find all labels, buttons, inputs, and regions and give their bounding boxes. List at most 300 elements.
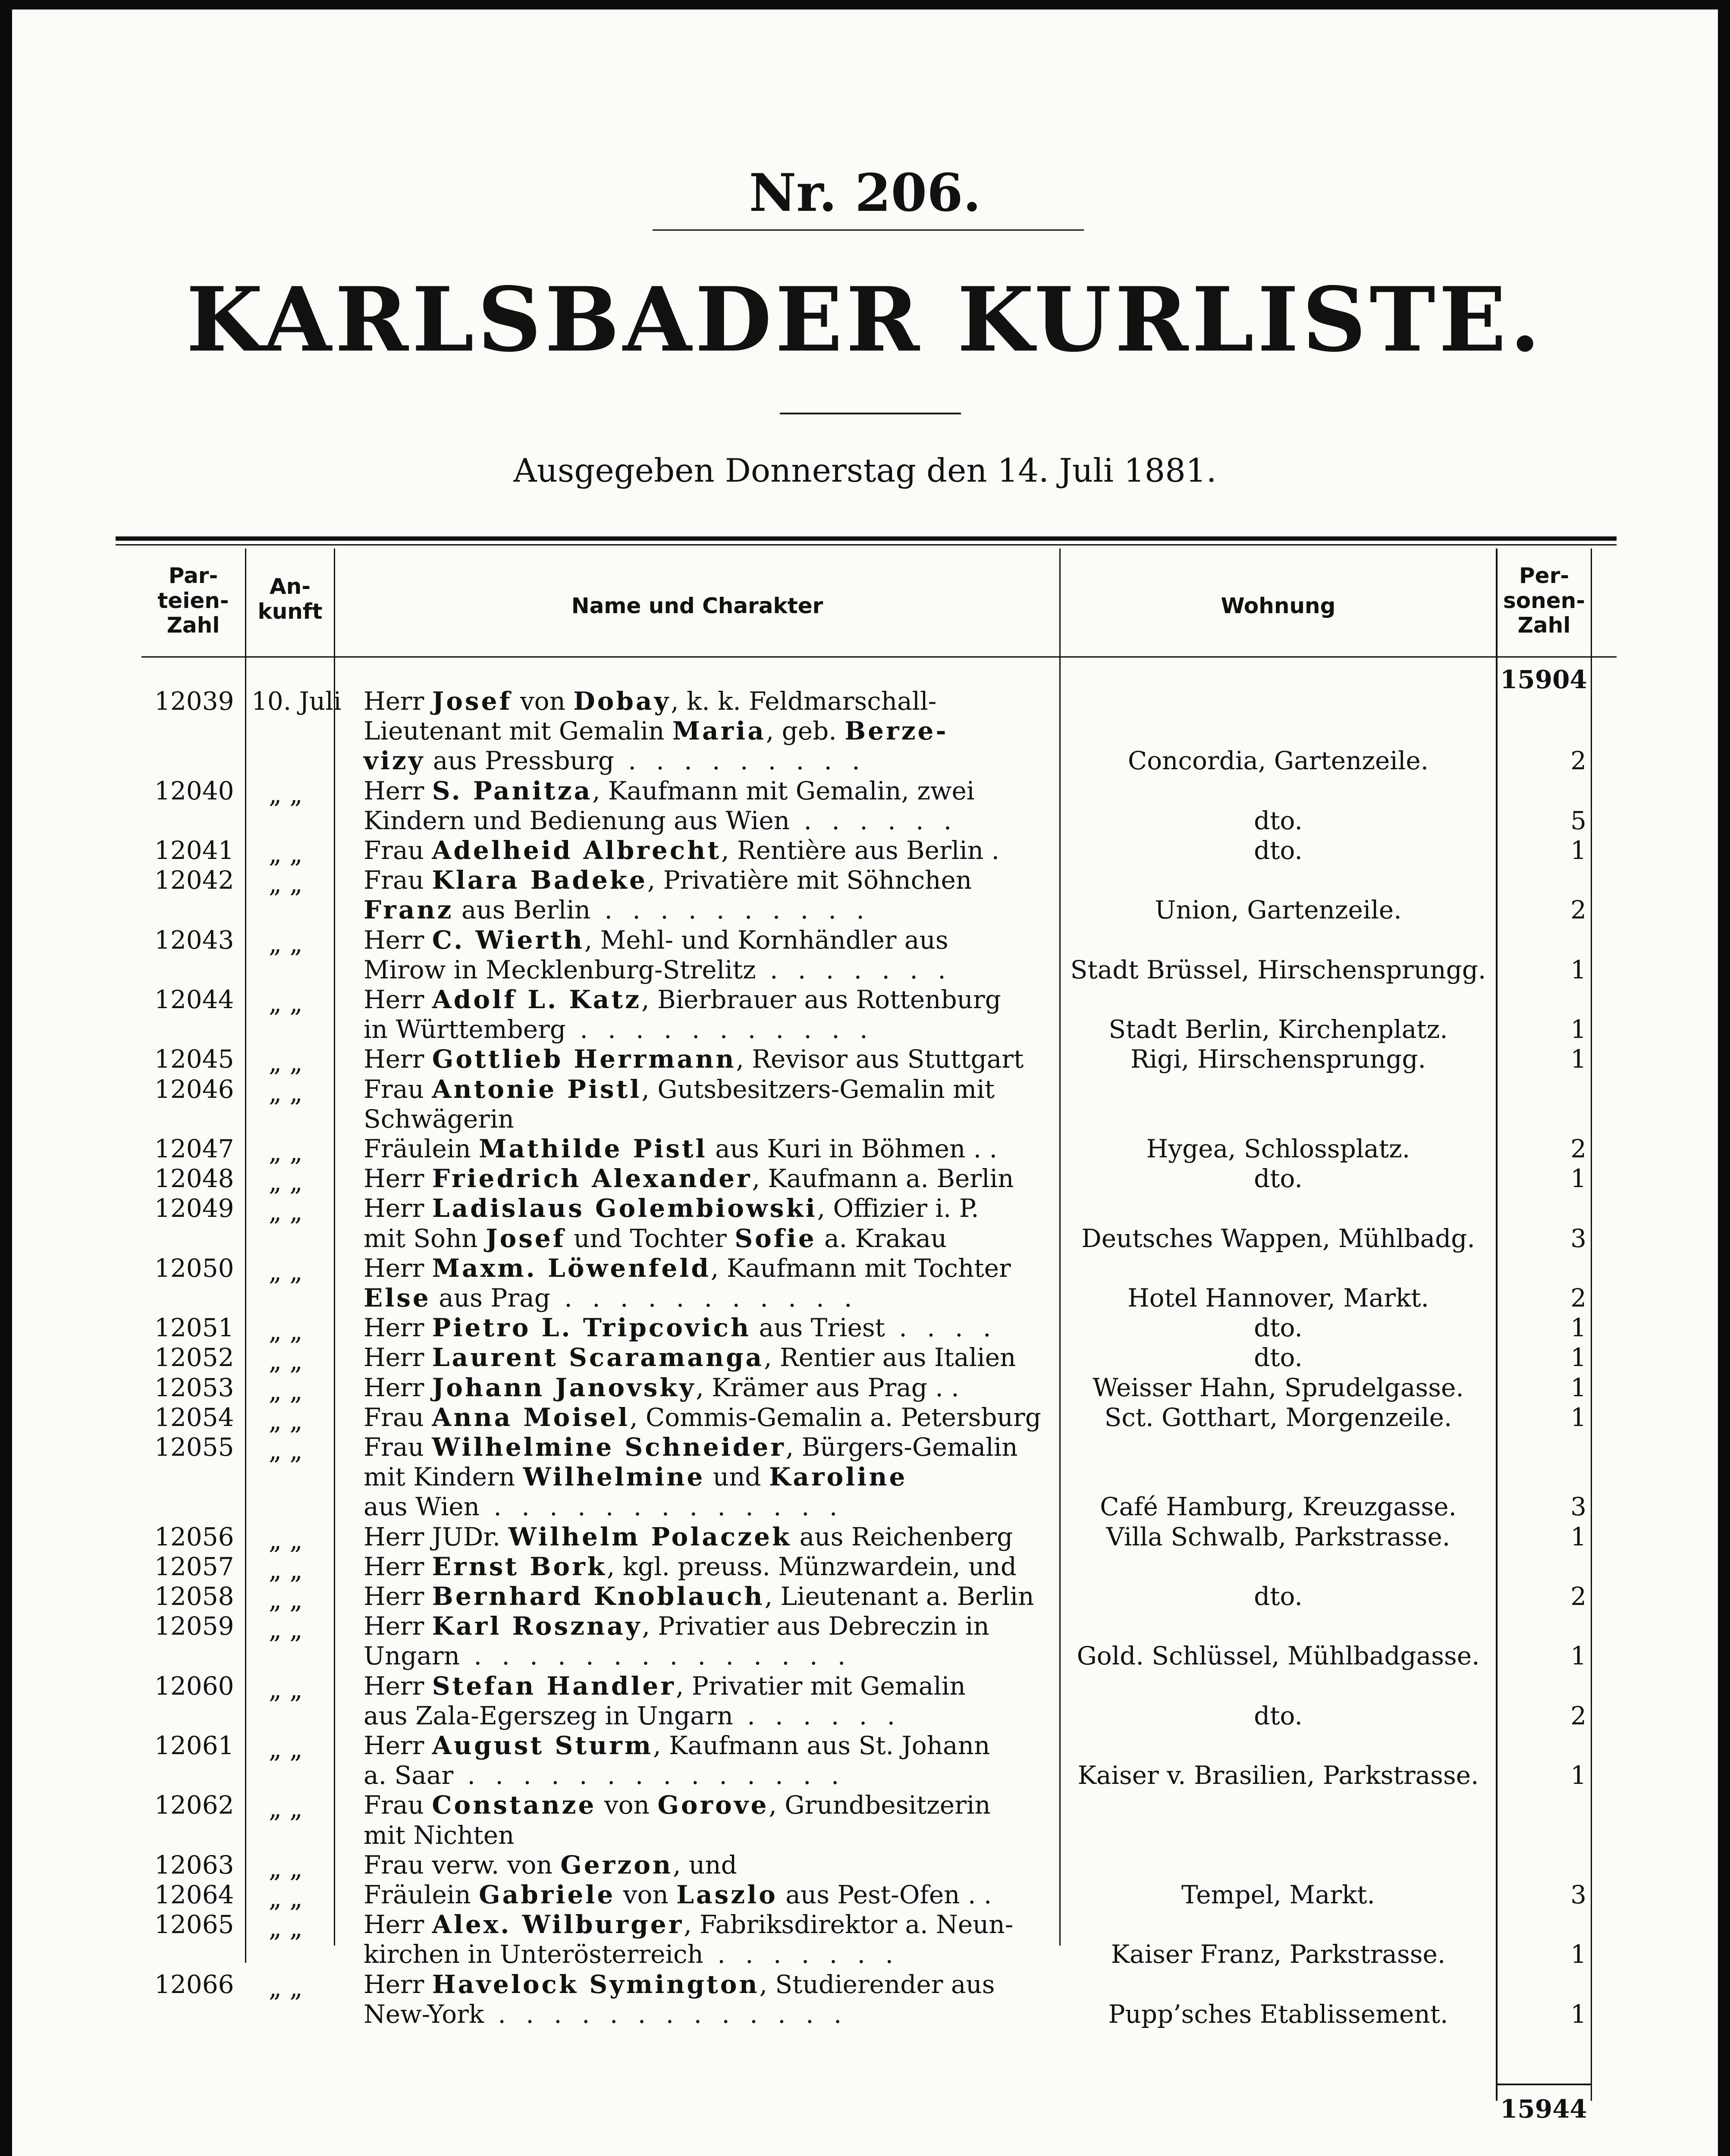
partei-number: 12056 <box>154 1522 234 1551</box>
guest-name: Karoline <box>769 1462 907 1492</box>
name-line <box>364 1999 848 2029</box>
person-count: 1 <box>1570 1015 1586 1044</box>
name-text: , Kaufmann a. Berlin <box>752 1164 1014 1194</box>
name-line <box>364 1017 874 1042</box>
partei-number: 12041 <box>154 836 234 865</box>
leader-dots: . . . . . . . <box>756 955 952 984</box>
name-text: , k. k. Feldmarschall- <box>671 686 937 716</box>
table-top-rule <box>116 536 1617 541</box>
wohnung: dto. <box>1254 1582 1303 1611</box>
person-count: 2 <box>1570 1582 1586 1611</box>
name-text: a. Krakau <box>816 1223 947 1253</box>
name-text: , Fabriksdirektor a. Neun- <box>684 1910 1014 1940</box>
name-line <box>364 1792 991 1818</box>
partei-number: 12060 <box>154 1671 234 1701</box>
name-line <box>364 1703 901 1728</box>
name-line <box>364 1044 1024 1074</box>
name-text: Herr <box>364 925 432 955</box>
guest-name: Klara Badeke <box>432 865 647 895</box>
wohnung: Kaiser Franz, Parkstrasse. <box>1111 1940 1446 1969</box>
name-line <box>364 1313 997 1343</box>
header-wohnung: Wohnung <box>1221 593 1336 618</box>
name-line <box>364 1584 1034 1609</box>
guest-name: Gorove <box>657 1790 769 1820</box>
name-text: von <box>615 1880 677 1909</box>
leader-dots: . . . . . . . . . . . <box>550 1283 858 1313</box>
guest-name: Constanze <box>432 1790 597 1820</box>
person-count: 2 <box>1570 1701 1586 1730</box>
name-text: Frau verw. von <box>364 1850 561 1880</box>
partei-number: 12050 <box>154 1253 234 1283</box>
wohnung: Café Hamburg, Kreuzgasse. <box>1100 1492 1457 1522</box>
partei-number: 12052 <box>154 1343 234 1373</box>
name-text: , Offizier i. P. <box>817 1194 979 1223</box>
name-text: Herr <box>364 1611 432 1641</box>
arrival-date: 10. Juli <box>251 686 342 716</box>
guest-name: Friedrich Alexander <box>432 1164 752 1194</box>
name-text: Frau <box>364 1432 432 1462</box>
name-text: Fräulein <box>364 1134 479 1163</box>
wohnung: Hotel Hannover, Markt. <box>1127 1283 1429 1313</box>
guest-name: Mathilde Pistl <box>479 1134 707 1163</box>
header-name: Name und Charakter <box>571 593 823 618</box>
guest-name: Ladislaus Golembiowski <box>432 1194 817 1223</box>
name-line <box>364 987 1001 1012</box>
name-text: aus Berlin <box>453 895 591 925</box>
header-ankunft: An- kunft <box>257 574 323 624</box>
column-divider-2 <box>334 548 335 1946</box>
name-text: aus Kuri in Böhmen . . <box>707 1134 998 1163</box>
partei-number: 12054 <box>154 1402 234 1432</box>
arrival-ditto: „ „ <box>269 1525 303 1555</box>
column-divider-4 <box>1496 548 1498 2101</box>
column-divider-5 <box>1591 548 1592 2101</box>
name-text: , Rentière aus Berlin . <box>721 836 1000 865</box>
arrival-ditto: „ „ <box>269 988 303 1018</box>
name-line <box>364 1136 997 1161</box>
partei-number: 12057 <box>154 1551 234 1581</box>
guest-name: Ernst Bork <box>432 1551 607 1581</box>
guest-name: Wilhelm Polaczek <box>508 1522 792 1551</box>
name-line <box>364 957 952 982</box>
name-text: aus Wien <box>364 1492 480 1522</box>
issue-number: Nr. 206. <box>749 163 981 223</box>
arrival-ditto: „ „ <box>269 1794 303 1824</box>
wohnung: Hygea, Schlossplatz. <box>1146 1134 1410 1163</box>
name-text: Herr <box>364 1671 432 1701</box>
guest-name: Franz <box>364 895 454 925</box>
name-line <box>364 1283 858 1313</box>
name-text: Frau <box>364 1790 432 1820</box>
leader-dots: . . . . . . . . . <box>614 746 866 776</box>
guest-name: Laurent Scaramanga <box>432 1343 764 1373</box>
column-divider-1 <box>245 548 246 1963</box>
wohnung: Deutsches Wappen, Mühlbadg. <box>1081 1223 1475 1253</box>
leader-dots: . . . . <box>885 1313 997 1343</box>
name-line <box>364 1910 1014 1940</box>
arrival-ditto: „ „ <box>269 1078 303 1107</box>
name-text: Herr JUDr. <box>364 1522 509 1551</box>
guest-name: Gottlieb Herrmann <box>432 1044 736 1074</box>
name-text: aus Reichenberg <box>791 1522 1013 1551</box>
name-text: Herr <box>364 1582 432 1611</box>
guest-name: Laszlo <box>676 1880 778 1909</box>
guest-name: Antonie Pistl <box>432 1074 642 1104</box>
person-count: 5 <box>1570 805 1586 835</box>
guest-name: Wilhelmine Schneider <box>432 1432 786 1462</box>
name-line <box>364 805 958 835</box>
name-line <box>364 1850 737 1880</box>
person-count: 1 <box>1570 836 1586 865</box>
partei-number: 12061 <box>154 1731 234 1760</box>
person-count: 3 <box>1570 1492 1586 1522</box>
arrival-ditto: „ „ <box>269 1257 303 1286</box>
guest-name: Adelheid Albrecht <box>432 836 722 865</box>
arrival-ditto: „ „ <box>269 869 303 899</box>
name-text: Herr <box>364 1910 432 1940</box>
name-text: , Revisor aus Stuttgart <box>736 1044 1024 1074</box>
name-text: Frau <box>364 865 432 895</box>
partei-number: 12040 <box>154 776 234 805</box>
name-text: Lieutenant mit Gemalin <box>364 716 672 746</box>
person-count: 1 <box>1570 1373 1586 1402</box>
partei-number: 12051 <box>154 1313 234 1343</box>
header-partei-zahl: Par- teien- Zahl <box>157 563 229 638</box>
name-text: kirchen in Unterösterreich <box>364 1940 703 1969</box>
arrival-ditto: „ „ <box>269 1138 303 1167</box>
arrival-ditto: „ „ <box>269 1585 303 1614</box>
wohnung: Rigi, Hirschensprungg. <box>1130 1044 1426 1074</box>
wohnung: Stadt Brüssel, Hirschensprungg. <box>1070 955 1486 984</box>
wohnung: dto. <box>1254 1343 1303 1373</box>
guest-name: Maria <box>672 716 766 746</box>
guest-name: Gerzon <box>560 1850 673 1880</box>
person-count: 1 <box>1570 1761 1586 1790</box>
arrival-ditto: „ „ <box>269 1436 303 1465</box>
leader-dots: . . . . . . . . . . . . . . <box>453 1761 845 1790</box>
partei-number: 12062 <box>154 1790 234 1820</box>
arrival-ditto: „ „ <box>269 928 303 958</box>
wohnung: Pupp’sches Etablissement. <box>1108 1999 1448 2029</box>
name-text: Frau <box>364 836 432 865</box>
leader-dots: . . . . . . . <box>703 1940 899 1969</box>
guest-name: Sofie <box>735 1223 816 1253</box>
guest-name: Maxm. Löwenfeld <box>432 1253 711 1283</box>
wohnung: Villa Schwalb, Parkstrasse. <box>1106 1522 1451 1551</box>
name-line <box>364 865 972 895</box>
person-count: 2 <box>1570 1134 1586 1163</box>
name-text: , Studierender aus <box>759 1969 995 1999</box>
wohnung: Kaiser v. Brasilien, Parkstrasse. <box>1077 1761 1479 1790</box>
name-line <box>364 1402 1041 1432</box>
wohnung: Tempel, Markt. <box>1181 1880 1375 1909</box>
name-text: Frau <box>364 1402 432 1432</box>
page-title: KARLSBADER KURLISTE. <box>186 268 1544 372</box>
name-text: , geb. <box>766 716 845 746</box>
name-line <box>364 686 937 716</box>
name-text: Herr <box>364 686 432 716</box>
person-count: 1 <box>1570 1343 1586 1373</box>
header-personen-zahl: Per- sonen- Zahl <box>1503 563 1585 638</box>
name-line <box>364 1671 966 1701</box>
header-bottom-rule <box>141 656 1617 658</box>
name-text: , Privatier aus Debreczin in <box>642 1611 989 1641</box>
name-line <box>364 838 999 863</box>
name-text: aus Triest <box>751 1313 885 1343</box>
guest-name: Alex. Wilburger <box>432 1910 684 1940</box>
name-text: Herr <box>364 1313 432 1343</box>
partei-number: 12043 <box>154 925 234 955</box>
name-text: , Rentier aus Italien <box>764 1343 1016 1373</box>
arrival-ditto: „ „ <box>269 1973 303 2002</box>
guest-name: Josef <box>486 1223 566 1253</box>
guest-name: Berze- <box>845 716 948 746</box>
name-text: Ungarn <box>364 1641 460 1671</box>
name-text: , Kaufmann mit Tochter <box>710 1253 1011 1283</box>
partei-number: 12059 <box>154 1611 234 1641</box>
name-text: Herr <box>364 985 432 1014</box>
name-line <box>364 746 866 776</box>
name-line <box>364 1492 844 1522</box>
name-text: Kindern und Bedienung aus Wien <box>364 805 790 835</box>
name-text: , Kaufmann aus St. Johann <box>653 1731 990 1760</box>
name-text: , kgl. preuss. Münzwardein, und <box>606 1551 1017 1581</box>
name-text: , Gutsbesitzers-Gemalin mit <box>641 1074 995 1104</box>
wohnung: dto. <box>1254 1701 1303 1730</box>
total-rule <box>1496 2084 1591 2085</box>
name-line <box>364 1196 979 1221</box>
leader-dots: . . . . . . . . . . . . . <box>484 1999 848 2029</box>
name-text: Herr <box>364 1373 432 1402</box>
name-text: , Kaufmann mit Gemalin, zwei <box>592 776 975 805</box>
partei-number: 12058 <box>154 1582 234 1611</box>
arrival-ditto: „ „ <box>269 1048 303 1078</box>
name-text: und Tochter <box>565 1223 735 1253</box>
guest-name: Adolf L. Katz <box>432 985 642 1014</box>
guest-name: Josef <box>432 686 512 716</box>
wohnung: Union, Gartenzeile. <box>1155 895 1402 925</box>
name-text: Herr <box>364 1343 432 1373</box>
name-line <box>364 1375 959 1400</box>
name-line <box>364 1551 1017 1581</box>
guest-name: Bernhard Knoblauch <box>432 1582 765 1611</box>
name-text: , Bierbrauer aus Rottenburg <box>641 985 1001 1014</box>
leader-dots: . . . . . . <box>733 1701 901 1730</box>
name-text: Herr <box>364 1253 432 1283</box>
issue-rule <box>653 229 1084 231</box>
name-text: New-York <box>364 1999 484 2029</box>
person-count: 2 <box>1570 895 1586 925</box>
partei-number: 12049 <box>154 1194 234 1223</box>
guest-name: C. Wierth <box>432 925 584 955</box>
title-ornament <box>780 413 961 414</box>
guest-name: Pietro L. Tripcovich <box>432 1313 751 1343</box>
name-text: Schwägerin <box>364 1104 514 1134</box>
partei-number: 12045 <box>154 1044 234 1074</box>
wohnung: dto. <box>1254 1313 1303 1343</box>
name-line <box>364 778 974 803</box>
name-text: , Grundbesitzerin <box>769 1790 991 1820</box>
partei-number: 12063 <box>154 1850 234 1880</box>
name-text: mit Kindern <box>364 1462 523 1492</box>
person-count: 1 <box>1570 1313 1586 1343</box>
arrival-ditto: „ „ <box>269 1615 303 1645</box>
guest-name: Gabriele <box>479 1880 615 1909</box>
name-line <box>364 1641 852 1671</box>
wohnung: dto. <box>1254 836 1303 865</box>
partei-number: 12065 <box>154 1910 234 1940</box>
name-line <box>364 1104 514 1134</box>
person-count: 1 <box>1570 1402 1586 1432</box>
person-count: 1 <box>1570 1641 1586 1671</box>
name-text: aus Zala-Egerszeg in Ungarn <box>364 1701 733 1730</box>
name-text: Herr <box>364 1969 432 1999</box>
arrival-ditto: „ „ <box>269 1734 303 1764</box>
wohnung: Gold. Schlüssel, Mühlbadgasse. <box>1077 1641 1480 1671</box>
person-count: 1 <box>1570 1044 1586 1074</box>
person-count: 3 <box>1570 1880 1586 1909</box>
name-text: und <box>705 1462 769 1492</box>
partei-number: 12042 <box>154 865 234 895</box>
name-text: , Mehl- und Kornhändler aus <box>584 925 948 955</box>
leader-dots: . . . . . . . . . . <box>590 895 870 925</box>
arrival-ditto: „ „ <box>269 779 303 809</box>
name-line <box>364 1733 990 1758</box>
guest-name: Dobay <box>573 686 671 716</box>
guest-name: Johann Janovsky <box>432 1373 696 1402</box>
name-line <box>364 1763 845 1788</box>
wohnung: dto. <box>1254 805 1303 835</box>
wohnung: Sct. Gotthart, Morgenzeile. <box>1104 1402 1452 1432</box>
arrival-ditto: „ „ <box>269 1674 303 1704</box>
arrival-ditto: „ „ <box>269 1167 303 1197</box>
person-count: 1 <box>1570 955 1586 984</box>
arrival-ditto: „ „ <box>269 1316 303 1346</box>
arrival-ditto: „ „ <box>269 1913 303 1943</box>
arrival-ditto: „ „ <box>269 839 303 868</box>
wohnung: Concordia, Gartenzeile. <box>1127 746 1429 776</box>
name-text: Herr <box>364 1044 432 1074</box>
guest-name: S. Panitza <box>432 776 593 805</box>
guest-name: Havelock Symington <box>432 1969 760 1999</box>
name-text: von <box>596 1790 658 1820</box>
name-line <box>364 716 948 746</box>
name-text: Herr <box>364 1164 432 1194</box>
person-count: 2 <box>1570 746 1586 776</box>
name-line <box>364 925 948 955</box>
name-text: , Privatier mit Gemalin <box>675 1671 966 1701</box>
partei-number: 12039 <box>154 686 234 716</box>
leader-dots: . . . . . . . . . . . . . . <box>460 1641 852 1671</box>
name-text: , Privatière mit Söhnchen <box>647 865 972 895</box>
name-line <box>364 1882 992 1907</box>
guest-name: Karl Rosznay <box>432 1611 642 1641</box>
guest-name: vizy <box>364 746 425 776</box>
name-line <box>364 1223 947 1253</box>
leader-dots: . . . . . . . . . . . . . <box>479 1492 844 1522</box>
guest-name: Else <box>364 1283 431 1313</box>
person-count: 2 <box>1570 1283 1586 1313</box>
partei-number: 12047 <box>154 1134 234 1163</box>
name-text: Fräulein <box>364 1880 479 1909</box>
person-count: 1 <box>1570 1164 1586 1194</box>
name-text: mit Sohn <box>364 1223 486 1253</box>
name-text: Herr <box>364 776 432 805</box>
name-text: in Württemberg <box>364 1015 566 1044</box>
partei-number: 12046 <box>154 1074 234 1104</box>
name-line <box>364 1462 907 1492</box>
name-text: Herr <box>364 1731 432 1760</box>
guest-name: Anna Moisel <box>432 1402 630 1432</box>
name-line <box>364 1074 995 1104</box>
name-text: aus Prag <box>430 1283 550 1313</box>
name-line <box>364 1942 899 1967</box>
person-count: 3 <box>1570 1223 1586 1253</box>
arrival-ditto: „ „ <box>269 1376 303 1406</box>
person-count: 1 <box>1570 1940 1586 1969</box>
name-text: aus Pressburg <box>425 746 614 776</box>
wohnung: Weisser Hahn, Sprudelgasse. <box>1093 1373 1464 1402</box>
name-text: mit Nichten <box>364 1820 515 1850</box>
name-text: , Commis-Gemalin a. Petersburg <box>629 1402 1041 1432</box>
name-text: , Krämer aus Prag . . <box>696 1373 959 1402</box>
subtitle: Ausgegeben Donnerstag den 14. Juli 1881. <box>513 451 1217 489</box>
name-line <box>364 1432 1018 1462</box>
partei-number: 12044 <box>154 985 234 1014</box>
name-text: von <box>512 686 574 716</box>
name-text: a. Saar <box>364 1761 454 1790</box>
name-text: Frau <box>364 1074 432 1104</box>
arrival-ditto: „ „ <box>269 1883 303 1913</box>
partei-number: 12053 <box>154 1373 234 1402</box>
name-line <box>364 1969 995 1999</box>
guest-name: Stefan Handler <box>432 1671 676 1701</box>
name-line <box>364 1253 1011 1283</box>
name-line <box>364 1164 1014 1194</box>
final-total: 15944 <box>1500 2094 1587 2124</box>
partei-number: 12066 <box>154 1969 234 1999</box>
name-line <box>364 895 870 925</box>
name-line <box>364 1524 1013 1549</box>
carried-total: 15904 <box>1500 665 1587 694</box>
leader-dots: . . . . . . <box>790 805 958 835</box>
person-count: 1 <box>1570 1522 1586 1551</box>
name-line <box>364 1343 1016 1373</box>
name-text: , Lieutenant a. Berlin <box>764 1582 1034 1611</box>
name-text: Mirow in Mecklenburg-Strelitz <box>364 955 756 984</box>
name-text: , und <box>673 1850 737 1880</box>
partei-number: 12048 <box>154 1164 234 1194</box>
guest-name: August Sturm <box>432 1731 653 1760</box>
name-text: , Bürgers-Gemalin <box>785 1432 1018 1462</box>
arrival-ditto: „ „ <box>269 1555 303 1585</box>
arrival-ditto: „ „ <box>269 1853 303 1883</box>
kurliste-page <box>12 9 1718 2156</box>
person-count: 1 <box>1570 1999 1586 2029</box>
name-text: aus Pest-Ofen . . <box>777 1880 992 1909</box>
wohnung: Stadt Berlin, Kirchenplatz. <box>1108 1015 1448 1044</box>
name-line <box>364 1611 989 1641</box>
partei-number: 12055 <box>154 1432 234 1462</box>
leader-dots: . . . . . . . . . . . <box>565 1015 874 1044</box>
name-line <box>364 1820 515 1850</box>
wohnung: dto. <box>1254 1164 1303 1194</box>
arrival-ditto: „ „ <box>269 1197 303 1227</box>
name-text: Herr <box>364 1551 432 1581</box>
name-text: Herr <box>364 1194 432 1223</box>
partei-number: 12064 <box>154 1880 234 1909</box>
arrival-ditto: „ „ <box>269 1406 303 1435</box>
